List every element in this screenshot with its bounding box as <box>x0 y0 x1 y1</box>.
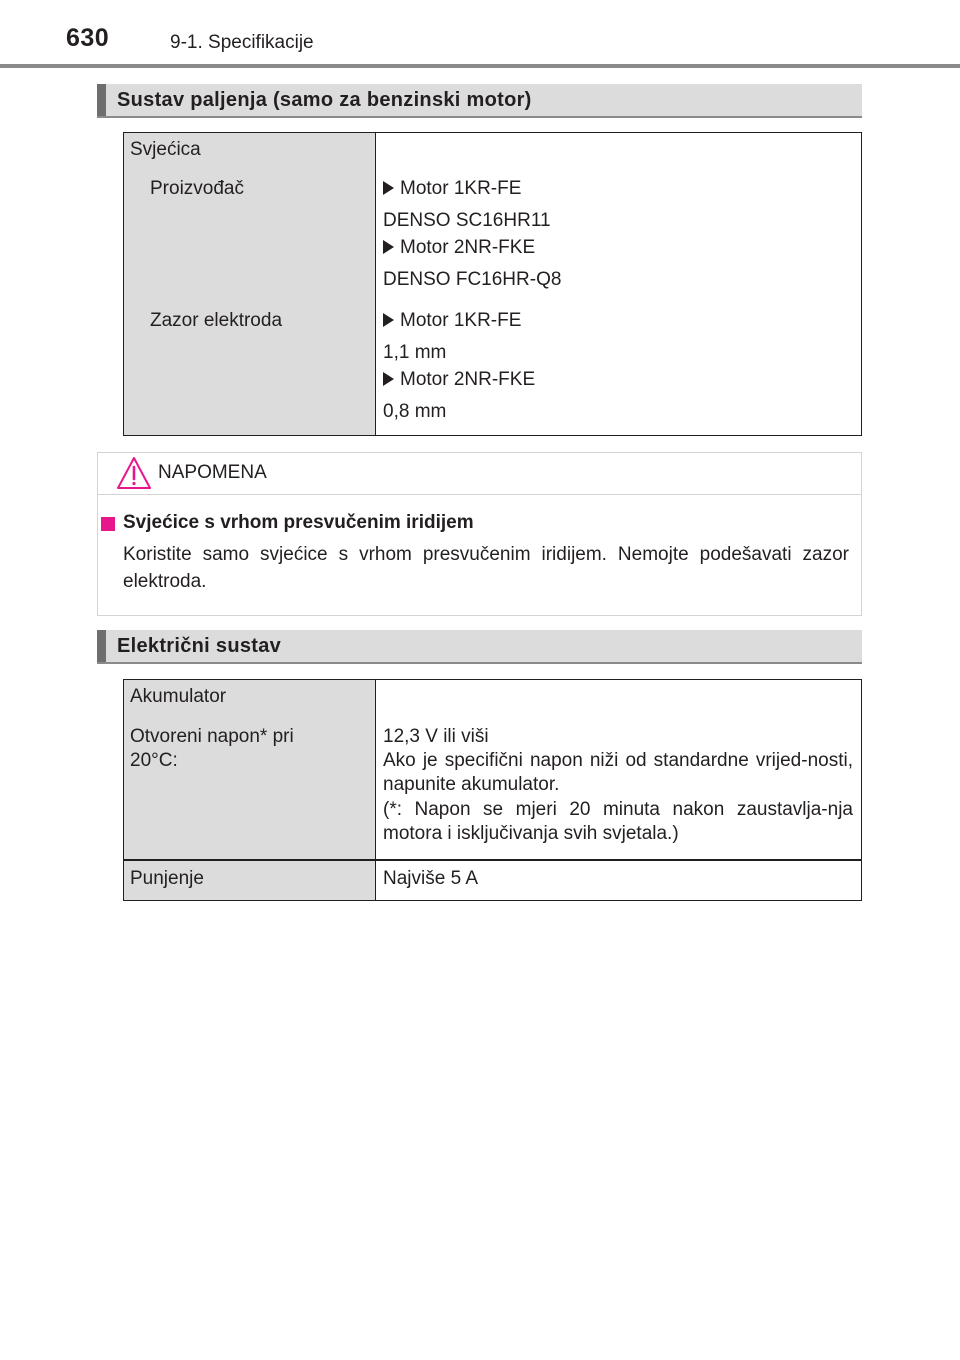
section-heading-electrical <box>97 630 862 664</box>
voltage-value: 12,3 V ili viši <box>383 726 489 747</box>
electrical-spec-table <box>123 679 862 901</box>
engine-label: Motor 2NR-FKE <box>383 236 535 260</box>
voltage-footnote: (*: Napon se mjeri 20 minuta nakon zaustavlja-nja motora i isključivanja svih svjetala.) <box>383 799 853 844</box>
arrow-right-icon <box>383 372 394 386</box>
notice-label: NAPOMENA <box>158 462 267 483</box>
page-header <box>0 0 960 70</box>
voltage-note: Ako je specifični napon niži od standardne vrijed-nosti, napunite akumulator. <box>383 750 853 795</box>
group-label: Akumulator <box>130 686 227 707</box>
warning-icon <box>116 456 152 490</box>
arrow-right-icon <box>383 313 394 327</box>
section-title: Električni sustav <box>117 635 282 657</box>
row-label-charging: Punjenje <box>130 868 204 889</box>
row-label-open-voltage: Otvoreni napon* pri <box>130 726 294 747</box>
arrow-right-icon <box>383 240 394 254</box>
row-label-open-voltage-temp: 20°C: <box>130 750 178 771</box>
group-label: Svjećica <box>130 139 201 160</box>
notice-subheading: Svjećice s vrhom presvučenim iridijem <box>123 512 474 533</box>
row-label-electrode-gap: Zazor elektroda <box>150 310 283 331</box>
charging-value: Najviše 5 A <box>383 868 479 889</box>
engine-label: Motor 2NR-FKE <box>383 368 535 392</box>
spec-value: 1,1 mm <box>383 342 447 363</box>
notice-divider <box>98 494 861 495</box>
header-rule <box>0 64 960 68</box>
chapter-title: 9-1. Specifikacije <box>170 32 314 53</box>
spec-value: DENSO FC16HR-Q8 <box>383 269 562 290</box>
square-bullet-icon <box>101 517 115 531</box>
row-label-manufacturer: Proizvođač <box>150 178 244 199</box>
spec-value: 0,8 mm <box>383 401 447 422</box>
spec-value: DENSO SC16HR11 <box>383 210 551 231</box>
arrow-right-icon <box>383 181 394 195</box>
section-bar <box>97 84 106 116</box>
notice-box <box>97 452 862 616</box>
ignition-spec-table <box>123 132 862 436</box>
engine-label: Motor 1KR-FE <box>383 177 521 201</box>
page-number: 630 <box>66 24 110 52</box>
engine-label: Motor 1KR-FE <box>383 309 521 333</box>
row-separator <box>124 859 861 861</box>
section-title: Sustav paljenja (samo za benzinski motor) <box>117 89 532 111</box>
notice-text: Koristite samo svjećice s vrhom presvučenim iridijem. Nemojte podešavati zazor elektroda. <box>123 544 849 592</box>
section-bar <box>97 630 106 662</box>
section-heading-ignition <box>97 84 862 118</box>
